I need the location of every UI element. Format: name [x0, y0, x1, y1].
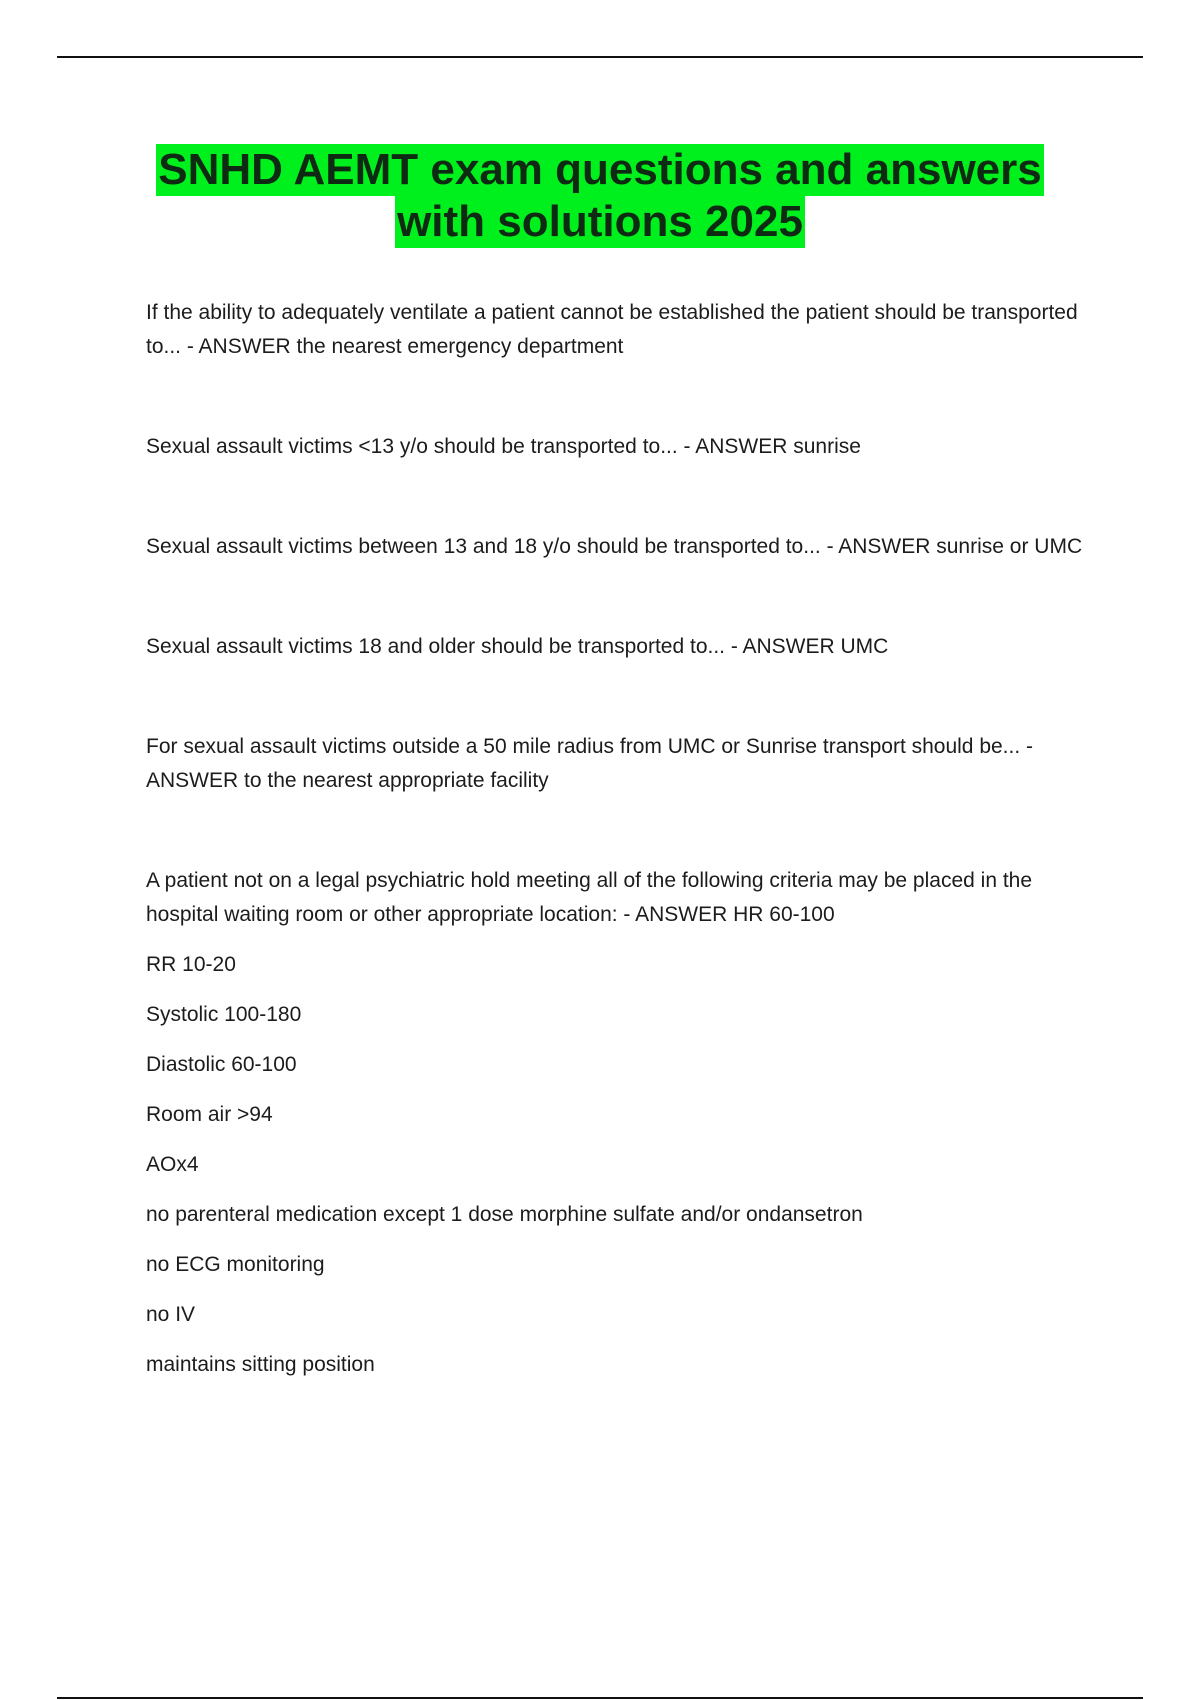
title-line-1: SNHD AEMT exam questions and answers [158, 145, 1042, 194]
criteria-item: no IV [146, 1303, 196, 1326]
title-line-2: with solutions 2025 [397, 197, 803, 246]
qa-entry-1: If the ability to adequately ventilate a patient cannot be established the patient should be transported to... - ANSWER the nearest emergency department [146, 301, 1078, 358]
qa-entry-2: Sexual assault victims <13 y/o should be transported to... - ANSWER sunrise [146, 435, 861, 458]
qa-entry-5: For sexual assault victims outside a 50 mile radius from UMC or Sunrise transport should be... - ANSWER to the nearest appropriate facility [146, 735, 1034, 792]
qa-entry-3: Sexual assault victims between 13 and 18 y/o should be transported to... - ANSWER sunrise or UMC [146, 535, 1083, 558]
criteria-item: maintains sitting position [146, 1353, 375, 1376]
footer-rule [57, 1697, 1143, 1699]
qa-entry-4: Sexual assault victims 18 and older should be transported to... - ANSWER UMC [146, 635, 889, 658]
criteria-item: RR 10-20 [146, 953, 236, 976]
criteria-item: no ECG monitoring [146, 1253, 325, 1276]
header-rule [57, 56, 1143, 58]
qa-entry-6: A patient not on a legal psychiatric hold meeting all of the following criteria may be placed in the hospital waiting room or other appropriate location: - ANSWER HR 60-100 [146, 869, 1033, 926]
criteria-item: Systolic 100-180 [146, 1003, 302, 1026]
document-title [0, 144, 1200, 248]
criteria-item: no parenteral medication except 1 dose morphine sulfate and/or ondansetron [146, 1203, 863, 1226]
criteria-item: Diastolic 60-100 [146, 1053, 297, 1076]
document-body [146, 296, 1086, 1382]
criteria-item: Room air >94 [146, 1103, 273, 1126]
criteria-item: AOx4 [146, 1153, 199, 1176]
